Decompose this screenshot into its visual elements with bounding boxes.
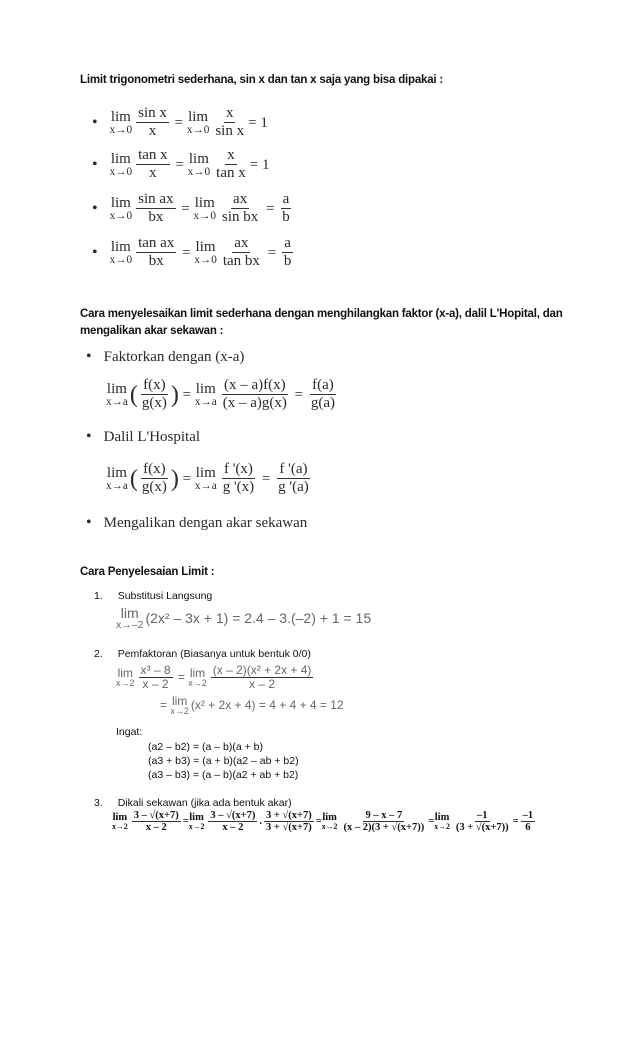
heading-methods: [80, 306, 563, 340]
numerator: f '(a): [279, 461, 308, 478]
step-3-formula: lim x→2 $\frac{3 - √(x+7)}{x - 2}$ = lim x→2 $\frac{3 - √(x+7)}{x - 2}$ . $\frac{3 + √(x+7)}{3 + √(x+7)}$ = lim x→2 $\frac{9 - x - 7}{(x - 2)(3 + √(x+7))}$ = lim x→2 $\frac{-1}{(3 + √(x+7))}$ = $\frac{-1}{6}$: [112, 810, 534, 834]
trig-formula-row: • lim x→0 $\frac{\text{tan ax}}{bx}$ = lim x→0 $\frac{ax}{\text{tan bx}}$ = $\frac{a}{b}$: [92, 235, 292, 270]
bullet-icon: •: [86, 514, 92, 531]
denominator: (x – 2)(3 + √(x+7)): [343, 822, 425, 834]
numerator: tan ax: [138, 235, 175, 252]
step-title: Pemfaktoran (Biasanya untuk bentuk 0/0): [117, 648, 311, 660]
factor-formula: lim x→a ( $\frac{f(x)}{g(x)}$ ) = lim x→a $\frac{(x - a)f(x)}{(x - a)g(x)}$ = $\frac{f(a)}{g(a)}$: [106, 377, 335, 412]
denominator: g '(x): [222, 479, 255, 496]
denominator: x – 2: [249, 676, 276, 691]
step-3: [94, 797, 292, 809]
bullet-icon: •: [92, 156, 98, 173]
step-2-formula: lim x→2 $\frac{\text{x³ – 8}}{x - 2}$ = lim x→2 $\frac{\text{(x – 2)(x² + 2x + 4)}}{x - 2}$ = lim x→2 (x² + 2x + 4) = 4 + 4 + 4 = 12: [116, 663, 344, 716]
denominator: x – 2: [142, 676, 169, 691]
bullet-icon: •: [86, 348, 92, 365]
numerator: ax: [233, 191, 248, 208]
denominator: x: [149, 165, 157, 182]
method-label: Mengalikan dengan akar sekawan: [103, 514, 308, 531]
step-number: 3.: [94, 797, 103, 809]
methods-formulas: [86, 346, 339, 540]
numerator: x: [225, 105, 234, 122]
heading-line: Cara menyelesaikan limit sederhana dengan menghilangkan faktor (x-a), dalil L'Hopital, dan: [80, 308, 563, 320]
identity-line: (a2 – b2) = (a – b)(a + b): [148, 741, 263, 753]
numerator: (x – a)f(x): [223, 377, 286, 394]
method-bullet: [86, 422, 339, 452]
numerator: sin x: [138, 105, 167, 122]
method-label: Dalil L'Hospital: [103, 428, 201, 445]
numerator: f(x): [143, 461, 166, 478]
denominator: sin bx: [222, 209, 259, 226]
numerator: 9 – x – 7: [365, 810, 403, 821]
result: = 1: [248, 114, 268, 131]
heading-solution-methods: Cara Penyelesaian Limit :: [80, 566, 215, 578]
numerator: f '(x): [223, 461, 253, 478]
bullet-icon: •: [86, 428, 92, 445]
ingat-label: Ingat:: [116, 726, 143, 738]
heading-line: mengalikan akar sekawan :: [80, 325, 224, 337]
step-title: Dikali sekawan (jika ada bentuk akar): [117, 797, 292, 809]
denominator: g '(a): [278, 479, 309, 496]
trig-formulas: [92, 103, 295, 275]
numerator: –1: [522, 810, 534, 821]
lhospital-formula: lim x→a ( $\frac{f(x)}{g(x)}$ ) = lim x→a $\frac{f '(x)}{g '(x)}$ = $\frac{f '(a)}{g '(a)}$: [106, 461, 309, 496]
denominator: (3 + √(x+7)): [455, 822, 509, 834]
numerator: tan x: [138, 147, 168, 164]
numerator: (x – 2)(x² + 2x + 4): [212, 663, 312, 677]
denominator: b: [283, 253, 292, 270]
numerator: 3 + √(x+7): [266, 810, 312, 821]
trig-formula-row: • lim x→0 $\frac{\text{tan x}}{x}$ = lim x→0 $\frac{x}{\text{tan x}}$ = 1: [92, 147, 270, 182]
step-2: [94, 648, 311, 660]
denominator: 3 + √(x+7): [266, 822, 312, 834]
trig-formula-row: • lim x→0 $\frac{\text{sin ax}}{bx}$ = lim x→0 $\frac{ax}{\text{sin bx}}$ = $\frac{a}{b}$: [92, 191, 290, 226]
numerator: 3 – √(x+7): [133, 810, 179, 821]
numerator: x: [227, 147, 235, 164]
numerator: f(x): [143, 377, 166, 394]
denominator: b: [282, 209, 290, 226]
result: = 1: [249, 156, 270, 173]
step-number: 2.: [94, 648, 103, 660]
denominator: x: [148, 123, 157, 140]
denominator: x – 2: [222, 822, 244, 834]
numerator: a: [284, 235, 291, 252]
denominator: g(x): [141, 395, 167, 412]
identity-line: (a3 – b3) = (a – b)(a2 + ab + b2): [148, 769, 299, 781]
numerator: a: [282, 191, 290, 208]
denominator: g(x): [141, 479, 167, 496]
numerator: –1: [477, 810, 488, 821]
step-1-formula: lim x→–2 (2x² – 3x + 1) = 2.4 – 3.(–2) + 1 = 15: [116, 605, 372, 631]
step-number: 1.: [94, 590, 103, 602]
numerator: x³ – 8: [140, 663, 171, 677]
numerator: ax: [234, 235, 249, 252]
formula-text: (x² + 2x + 4) = 4 + 4 + 4 = 12: [190, 698, 344, 713]
denominator: x – 2: [145, 822, 167, 834]
denominator: g(a): [310, 395, 335, 412]
identities: [148, 740, 299, 782]
denominator: bx: [148, 253, 164, 270]
step-1: [94, 590, 212, 602]
method-bullet: [86, 346, 339, 368]
bullet-icon: •: [92, 200, 98, 217]
identity-line: (a3 + b3) = (a + b)(a2 – ab + b2): [148, 755, 299, 767]
denominator: sin x: [215, 123, 245, 140]
method-bullet: [86, 506, 339, 540]
formula-text: (2x² – 3x + 1) = 2.4 – 3.(–2) + 1 = 15: [145, 610, 372, 627]
denominator: tan x: [216, 165, 246, 182]
denominator: (x – a)g(x): [222, 395, 287, 412]
numerator: f(a): [312, 377, 334, 394]
numerator: 3 – √(x+7): [210, 810, 256, 821]
bullet-icon: •: [92, 114, 98, 131]
trig-formula-row: • lim x→0 $\frac{\text{sin x}}{x}$ = lim x→0 $\frac{x}{\text{sin x}}$ = 1: [92, 105, 268, 140]
bullet-icon: •: [92, 244, 98, 261]
method-label: Faktorkan dengan (x-a): [103, 348, 245, 365]
limit-operator: lim x→0: [109, 108, 133, 136]
denominator: bx: [148, 209, 164, 226]
heading-trig-limits: Limit trigonometri sederhana, sin x dan tan x saja yang bisa dipakai :: [80, 74, 444, 86]
step-title: Substitusi Langsung: [117, 590, 213, 602]
denominator: 6: [525, 822, 531, 834]
denominator: tan bx: [222, 253, 260, 270]
numerator: sin ax: [138, 191, 174, 208]
